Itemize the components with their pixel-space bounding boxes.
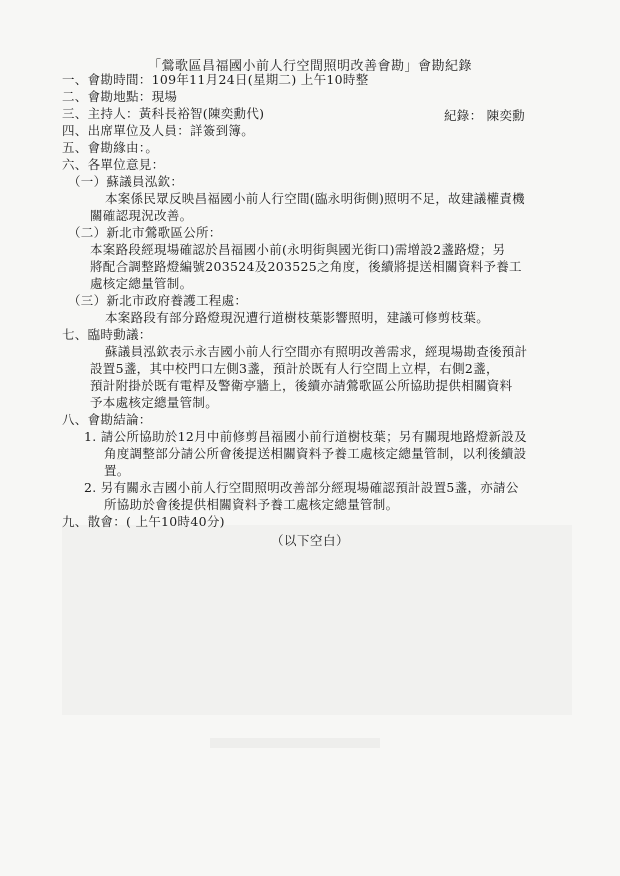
opinion-2-line: 本案路段經現場確認於昌福國小前(永明街與國光街口)需增設2盞路燈；另 — [90, 242, 506, 257]
conclusion-1-line: 角度調整部分請公所會後提送相關資料予養工處核定總量管制，以利後續設 — [104, 446, 527, 461]
conclusion-1-line: 置。 — [104, 463, 130, 478]
opinion-3-line: 本案路段有部分路燈現況遭行道樹枝葉影響照明，建議可修剪枝葉。 — [105, 310, 490, 325]
opinion-1-heading: （一）蘇議員泓欽： — [68, 174, 184, 189]
motion-line: 預計附掛於既有電桿及警衛亭牆上，後續亦請鶯歌區公所協助提供相關資料 — [90, 378, 513, 393]
opinion-2-line: 將配合調整路燈編號203524及203525之角度，後續將提送相關資料予養工 — [90, 259, 522, 274]
meeting-time: 一、會勘時間：109年11月24日(星期二) 上午10時整 — [62, 72, 369, 87]
motion-heading: 七、臨時動議： — [62, 327, 152, 342]
adjourn-line: 九、散會：( 上午10時40分) — [62, 514, 225, 529]
meeting-recorder: 紀錄： 陳奕勳 — [444, 108, 526, 123]
opinion-2-heading: （二）新北市鶯歌區公所： — [68, 225, 222, 240]
conclusion-2-line: 所協助於會後提供相關資料予養工處核定總量管制。 — [104, 497, 399, 512]
motion-line: 設置5盞，其中校門口左側3盞，預計於既有人行空間上立桿，右側2盞， — [90, 361, 499, 376]
motion-line: 予本處核定總量管制。 — [90, 395, 219, 410]
conclusion-1-line: 1. 請公所協助於12月中前修剪昌福國小前行道樹枝葉；另有關現地路燈新設及 — [84, 429, 527, 444]
meeting-reason: 五、會勘緣由：。 — [62, 140, 159, 155]
meeting-host: 三、主持人：黃科長裕智(陳奕勳代) — [62, 106, 265, 121]
motion-line: 蘇議員泓欽表示永吉國小前人行空間亦有照明改善需求，經現場勘查後預計 — [105, 344, 528, 359]
meeting-place: 二、會勘地點：現場 — [62, 89, 178, 104]
opinion-2-line: 處核定總量管制。 — [90, 276, 193, 291]
conclusion-2-line: 2. 另有關永吉國小前人行空間照明改善部分經現場確認預計設置5盞，亦請公 — [84, 480, 519, 495]
blank-below-note: （以下空白） — [270, 533, 349, 548]
opinions-heading: 六、各單位意見： — [62, 157, 165, 172]
opinion-3-heading: （三）新北市政府養護工程處： — [68, 293, 248, 308]
meeting-attendees: 四、出席單位及人員：詳簽到簿。 — [62, 123, 255, 138]
document-title: 「鶯歌區昌福國小前人行空間照明改善會勘」會勘紀錄 — [147, 59, 472, 74]
opinion-1-line: 關確認現況改善。 — [90, 208, 193, 223]
opinion-1-line: 本案係民眾反映昌福國小前人行空間(臨永明街側)照明不足，故建議權責機 — [105, 191, 525, 206]
conclusion-heading: 八、會勘結論： — [62, 412, 152, 427]
